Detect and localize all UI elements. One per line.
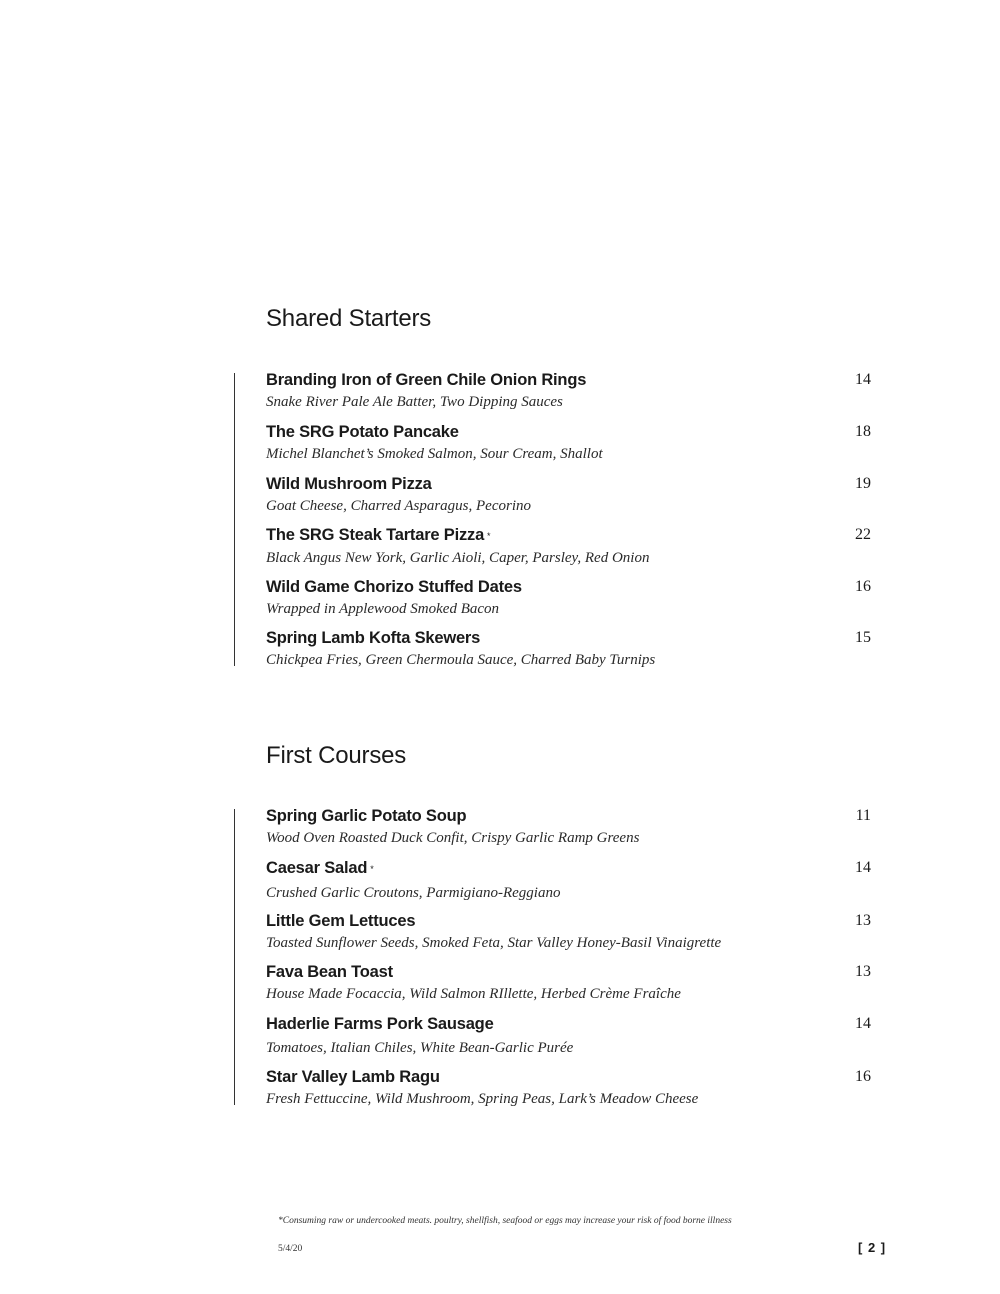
menu-item xyxy=(266,370,871,412)
item-name: Wild Mushroom Pizza xyxy=(266,475,432,493)
item-name: Spring Garlic Potato Soup xyxy=(266,807,467,825)
item-description: Chickpea Fries, Green Chermoula Sauce, Charred Baby Turnips xyxy=(266,652,656,668)
item-description: Snake River Pale Ale Batter, Two Dipping Sauces xyxy=(266,394,563,410)
item-description: House Made Focaccia, Wild Salmon RIllette, Herbed Crème Fraîche xyxy=(266,986,681,1002)
menu-item xyxy=(266,474,871,516)
item-name: Haderlie Farms Pork Sausage xyxy=(266,1015,494,1033)
item-description: Crushed Garlic Croutons, Parmigiano-Reggiano xyxy=(266,884,561,901)
item-price: 15 xyxy=(855,629,871,646)
menu-item xyxy=(266,962,871,1004)
item-description: Fresh Fettuccine, Wild Mushroom, Spring Peas, Lark’s Meadow Cheese xyxy=(266,1091,699,1107)
menu-item xyxy=(266,525,871,568)
item-name: Caesar Salad * xyxy=(266,859,374,877)
menu-item xyxy=(266,806,871,848)
section-rule xyxy=(234,373,235,666)
menu-date: 5/4/20 xyxy=(278,1244,303,1254)
item-name: Little Gem Lettuces xyxy=(266,912,416,930)
item-name: The SRG Potato Pancake xyxy=(266,423,459,441)
section-title-first-courses: First Courses xyxy=(266,742,407,769)
item-description: Wrapped in Applewood Smoked Bacon xyxy=(266,601,500,617)
item-description: Michel Blanchet’s Smoked Salmon, Sour Cream, Shallot xyxy=(266,446,603,462)
item-price: 22 xyxy=(855,526,871,543)
item-price: 11 xyxy=(855,807,871,824)
section-title-shared-starters: Shared Starters xyxy=(266,305,432,332)
section-rule xyxy=(234,809,235,1105)
item-price: 16 xyxy=(855,1068,871,1085)
menu-item xyxy=(266,911,871,953)
item-name: Fava Bean Toast xyxy=(266,963,393,981)
item-name: The SRG Steak Tartare Pizza * xyxy=(266,526,491,544)
item-description: Goat Cheese, Charred Asparagus, Pecorino xyxy=(266,498,531,514)
menu-item xyxy=(266,1067,871,1109)
menu-item xyxy=(266,422,871,464)
page-number: [ 2 ] xyxy=(858,1240,887,1255)
item-description: Black Angus New York, Garlic Aioli, Caper, Parsley, Red Onion xyxy=(266,549,650,566)
menu-item xyxy=(266,1014,871,1058)
item-price: 19 xyxy=(855,475,871,492)
food-safety-disclaimer: *Consuming raw or undercooked meats. poultry, shellfish, seafood or eggs may increase your risk of food borne illness xyxy=(278,1216,732,1226)
item-description: Toasted Sunflower Seeds, Smoked Feta, Star Valley Honey-Basil Vinaigrette xyxy=(266,935,722,951)
item-price: 14 xyxy=(855,1015,871,1032)
menu-item xyxy=(266,628,871,670)
item-name: Star Valley Lamb Ragu xyxy=(266,1068,440,1086)
item-name: Wild Game Chorizo Stuffed Dates xyxy=(266,578,522,596)
item-price: 16 xyxy=(855,578,871,595)
menu-item xyxy=(266,858,871,903)
item-price: 14 xyxy=(855,859,871,876)
item-name: Branding Iron of Green Chile Onion Rings xyxy=(266,371,587,389)
item-description: Wood Oven Roasted Duck Confit, Crispy Garlic Ramp Greens xyxy=(266,830,640,846)
item-price: 13 xyxy=(855,963,871,980)
item-price: 13 xyxy=(855,912,871,929)
raw-food-asterisk: * xyxy=(370,863,374,874)
raw-food-asterisk: * xyxy=(487,530,491,541)
item-price: 14 xyxy=(855,371,871,388)
item-description: Tomatoes, Italian Chiles, White Bean-Garlic Purée xyxy=(266,1040,574,1056)
menu-item xyxy=(266,577,871,619)
item-price: 18 xyxy=(855,423,871,440)
item-name: Spring Lamb Kofta Skewers xyxy=(266,629,481,647)
